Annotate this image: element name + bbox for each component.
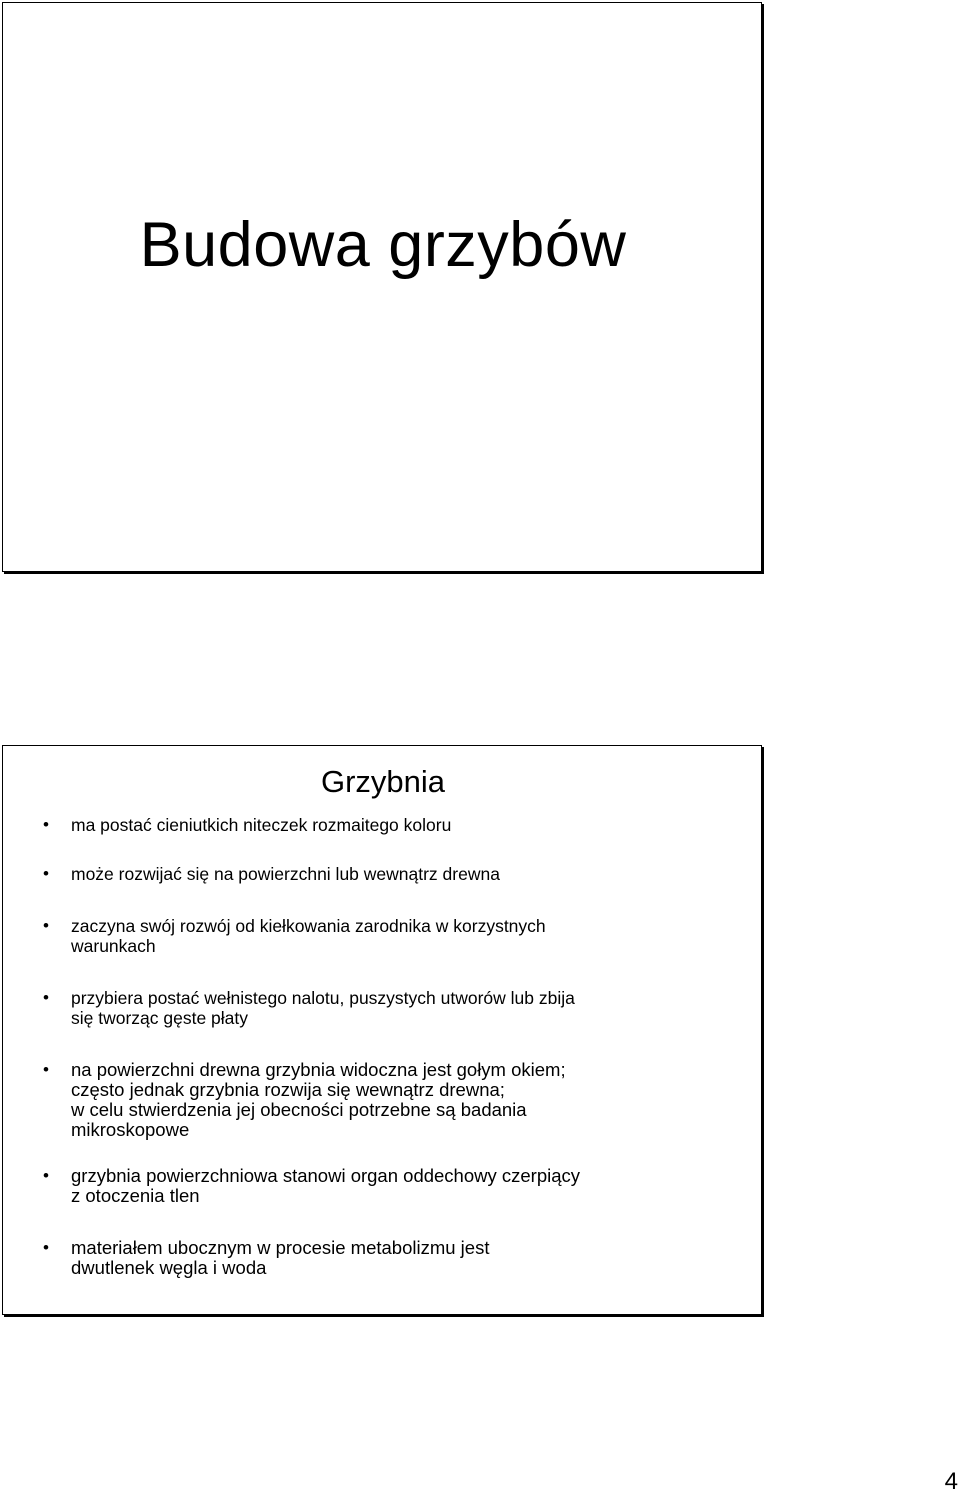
bullet-text: może rozwijać się na powierzchni lub wewnątrz drewna [71, 864, 500, 884]
bullet-text: materiałem ubocznym w procesie metabolizmu jest dwutlenek węgla i woda [71, 1237, 490, 1278]
bullet-text: ma postać cieniutkich niteczek rozmaitego koloru [71, 815, 452, 835]
bullet-dot-icon: • [43, 1060, 49, 1079]
slide-1-title: Budowa grzybów [139, 210, 627, 280]
bullet-text: na powierzchni drewna grzybnia widoczna jest gołym okiem; często jednak grzybnia rozwija się wewnątrz drewna; w celu stwierdzenia jej obecności potrzebne są badania mikroskopowe [71, 1059, 566, 1140]
slide-1 [2, 2, 762, 572]
bullet-dot-icon: • [43, 1166, 49, 1185]
slide-2 [2, 745, 762, 1315]
bullet-dot-icon: • [43, 864, 49, 883]
bullet-dot-icon: • [43, 815, 49, 834]
bullet-text: zaczyna swój rozwój od kiełkowania zarodnika w korzystnych warunkach [71, 916, 546, 956]
page-number: 4 [944, 1468, 958, 1495]
bullet-text: grzybnia powierzchniowa stanowi organ oddechowy czerpiący z otoczenia tlen [71, 1165, 581, 1206]
bullet-dot-icon: • [43, 1238, 49, 1257]
bullet-dot-icon: • [43, 988, 49, 1007]
slide-2-title: Grzybnia [320, 764, 446, 799]
bullet-dot-icon: • [43, 916, 49, 935]
bullet-text: przybiera postać wełnistego nalotu, puszystych utworów lub zbija się tworząc gęste płaty [71, 988, 575, 1028]
